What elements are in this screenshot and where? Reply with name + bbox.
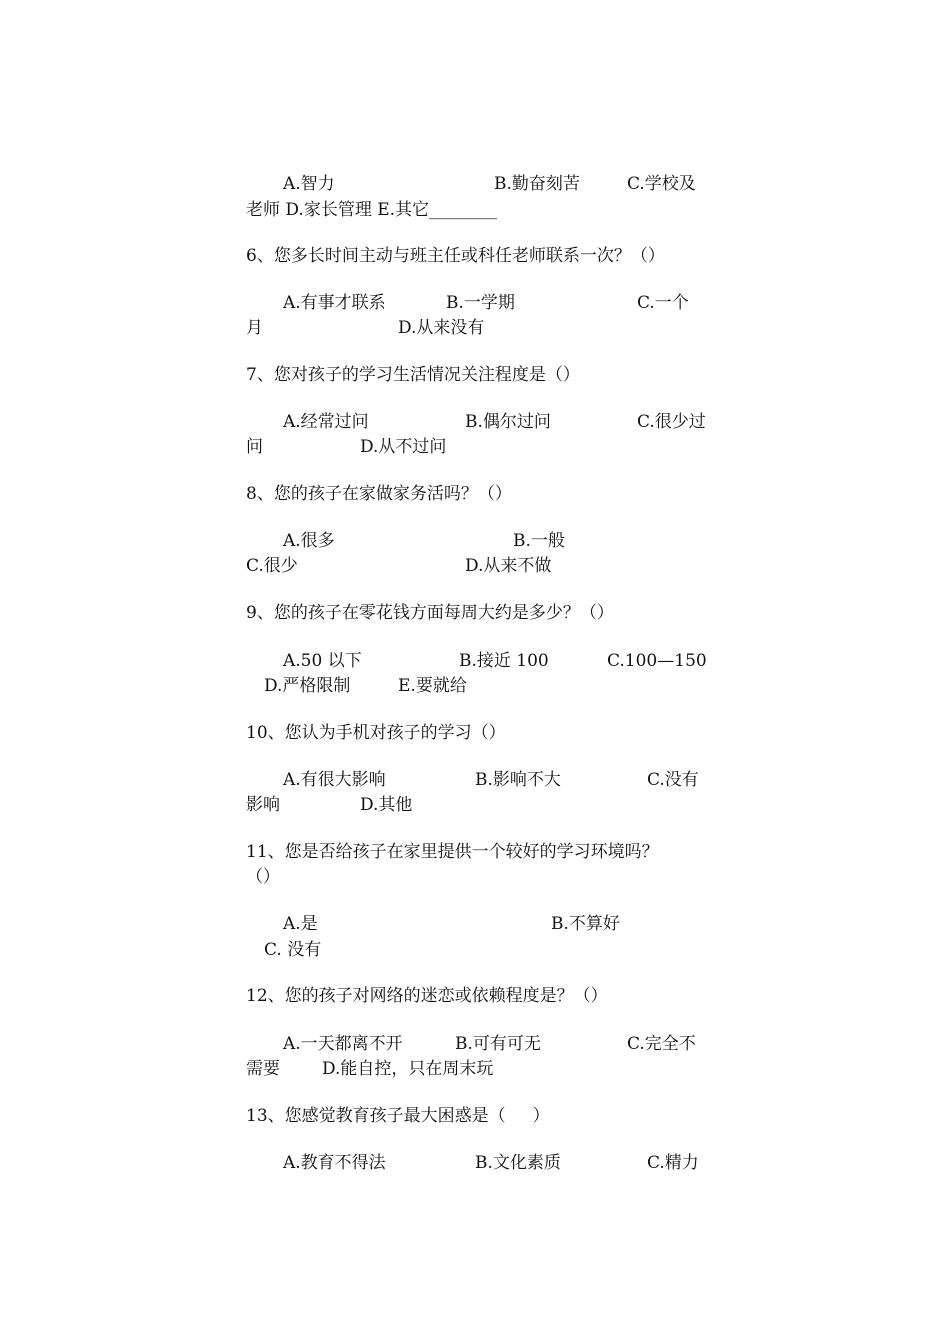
text-segment: A.很多 (283, 531, 335, 551)
text-segment: A.经常过问 (283, 412, 369, 432)
text-segment: 月 (246, 318, 263, 338)
text-segment: 12、您的孩子对网络的迷恋或依赖程度是？（） (246, 986, 608, 1006)
text-segment: 问 (246, 437, 263, 457)
text-segment: 老师 D.家长管理 E.其它________ (246, 200, 498, 220)
text-segment: 10、您认为手机对孩子的学习（） (246, 723, 506, 743)
text-segment: A.有事才联系 (283, 293, 386, 313)
text-segment: 13、您感觉教育孩子最大困惑是（ ） (246, 1106, 550, 1126)
text-segment: D.从来没有 (398, 318, 485, 338)
text-segment: C.完全不 (627, 1034, 696, 1054)
text-segment: C.一个 (637, 293, 689, 313)
text-segment: 7、您对孩子的学习生活情况关注程度是（） (246, 365, 580, 385)
text-segment: A.有很大影响 (283, 770, 386, 790)
text-segment: 11、您是否给孩子在家里提供一个较好的学习环境吗？ (246, 842, 659, 862)
text-segment: 6、您多长时间主动与班主任或科任老师联系一次？（） (246, 246, 665, 266)
text-segment: B.文化素质 (475, 1153, 561, 1173)
text-segment: B.不算好 (551, 914, 620, 934)
text-segment: C.精力 (647, 1153, 699, 1173)
text-segment: （） (246, 867, 280, 887)
text-segment: B.勤奋刻苦 (494, 174, 580, 194)
text-segment: A.50 以下 (283, 651, 362, 671)
text-segment: 8、您的孩子在家做家务活吗？（） (246, 484, 512, 504)
text-segment: 需要 (246, 1059, 280, 1079)
text-segment: A.是 (283, 914, 318, 934)
text-segment: B.接近 100 (459, 651, 549, 671)
text-segment: B.一学期 (446, 293, 515, 313)
text-segment: C. 没有 (264, 940, 322, 960)
text-segment: B.偶尔过问 (465, 412, 551, 432)
text-segment: C.很少过 (637, 412, 706, 432)
text-segment: A.教育不得法 (283, 1153, 386, 1173)
text-segment: D.能自控，只在周末玩 (322, 1059, 494, 1079)
text-segment: D.从来不做 (465, 556, 552, 576)
text-segment: 影响 (246, 795, 280, 815)
text-segment: E.要就给 (398, 676, 467, 696)
text-segment: B.一般 (513, 531, 565, 551)
text-segment: C.学校及 (627, 174, 696, 194)
text-segment: D.其他 (360, 795, 413, 815)
text-segment: D.从不过问 (360, 437, 447, 457)
text-segment: A.智力 (283, 174, 335, 194)
text-segment: B.影响不大 (475, 770, 561, 790)
text-segment: D.严格限制 (264, 676, 351, 696)
text-segment: B.可有可无 (455, 1034, 541, 1054)
text-segment: 9、您的孩子在零花钱方面每周大约是多少？（） (246, 603, 614, 623)
text-segment: C.很少 (246, 556, 298, 576)
text-segment: A.一天都离不开 (283, 1034, 403, 1054)
text-segment: C.100—150 (607, 651, 707, 671)
text-segment: C.没有 (647, 770, 699, 790)
